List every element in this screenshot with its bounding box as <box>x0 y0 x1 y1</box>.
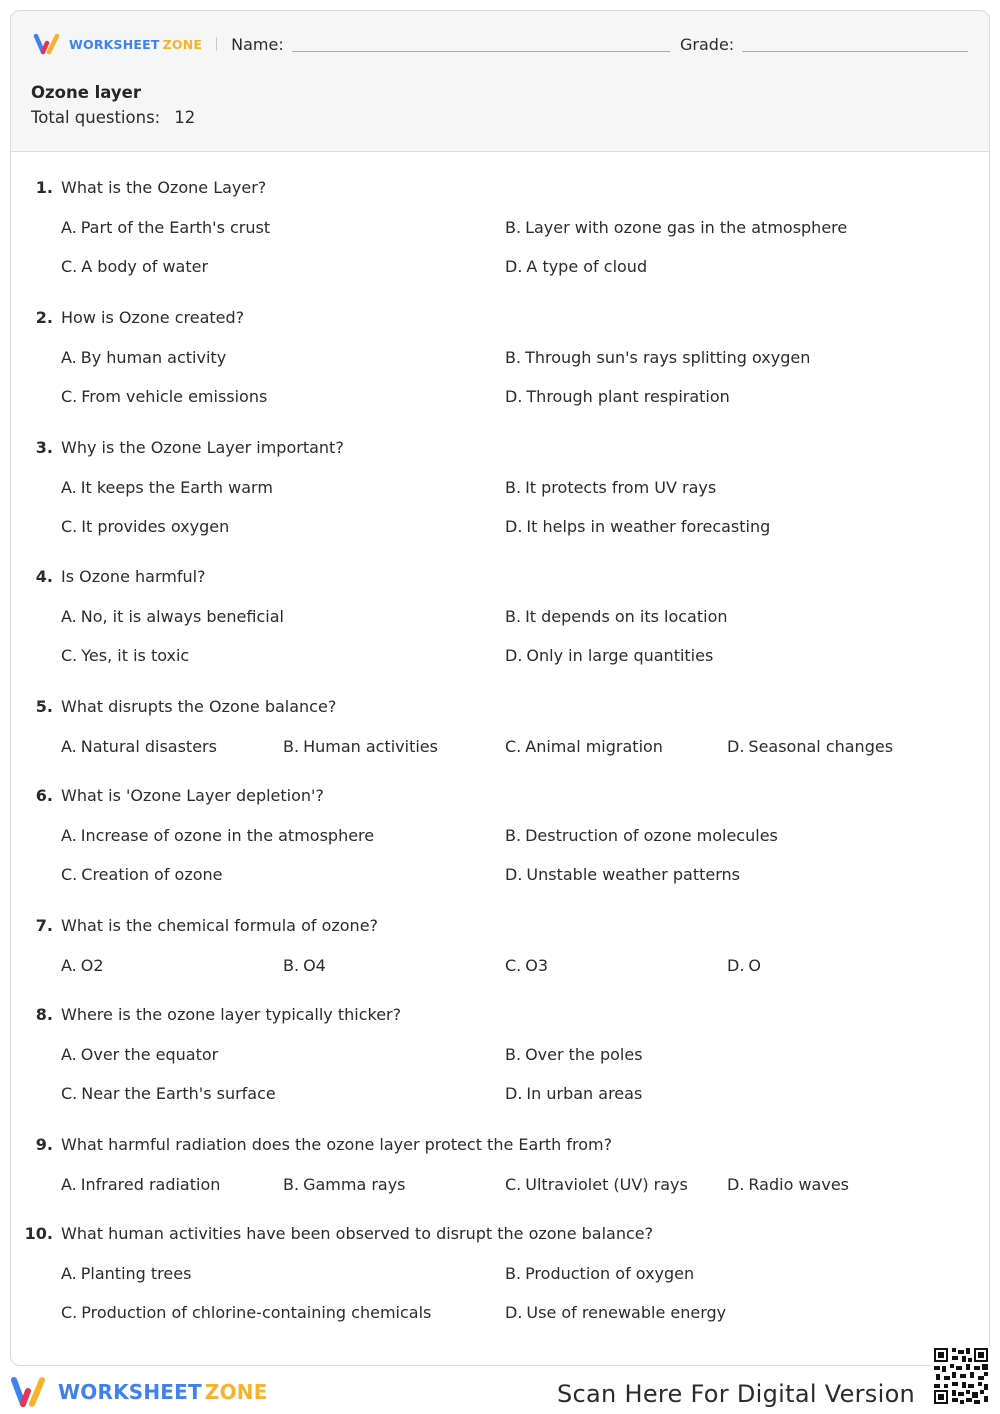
answer-option-c[interactable] <box>61 517 229 536</box>
footer-brand-logo <box>10 1376 268 1408</box>
question-number: 6. <box>35 786 53 805</box>
option-letter: A. <box>61 1045 77 1064</box>
answer-option-b[interactable] <box>505 478 716 497</box>
option-letter: D. <box>505 1084 523 1103</box>
total-questions-label: Total questions: <box>31 108 161 127</box>
question-text: Is Ozone harmful? <box>61 567 206 586</box>
option-letter: B. <box>505 478 522 497</box>
option-text: Ultraviolet (UV) rays <box>525 1175 688 1194</box>
page-footer <box>0 1366 1000 1414</box>
answer-option-b[interactable] <box>283 1175 406 1194</box>
total-questions-count: 12 <box>174 108 196 127</box>
answer-option-b[interactable] <box>505 607 728 626</box>
question-stem <box>11 1135 612 1154</box>
answer-option-a[interactable] <box>61 1175 220 1194</box>
answer-option-d[interactable] <box>505 517 770 536</box>
option-letter: C. <box>61 1303 78 1322</box>
answer-option-d[interactable] <box>505 387 730 406</box>
option-text: A type of cloud <box>526 257 648 276</box>
question-text: What is 'Ozone Layer depletion'? <box>61 786 324 805</box>
option-letter: B. <box>505 607 522 626</box>
brand-name: WORKSHEET ZONE <box>69 36 203 52</box>
option-text: O <box>748 956 761 975</box>
question-number: 1. <box>35 178 53 197</box>
option-text: Only in large quantities <box>526 646 714 665</box>
question-text: Where is the ozone layer typically thicker? <box>61 1005 402 1024</box>
option-text: Infrared radiation <box>80 1175 221 1194</box>
question-stem <box>11 438 344 457</box>
option-letter: A. <box>61 607 77 626</box>
question-stem <box>11 916 378 935</box>
option-letter: D. <box>727 737 745 756</box>
answer-option-b[interactable] <box>505 348 810 367</box>
answer-option-a[interactable] <box>61 478 273 497</box>
option-letter: A. <box>61 737 77 756</box>
option-letter: D. <box>727 1175 745 1194</box>
option-letter: A. <box>61 956 77 975</box>
option-text: Gamma rays <box>303 1175 406 1194</box>
answer-option-b[interactable] <box>505 218 847 237</box>
answer-option-c[interactable] <box>61 1303 431 1322</box>
option-text: It provides oxygen <box>81 517 230 536</box>
option-letter: C. <box>505 956 522 975</box>
option-letter: D. <box>505 865 523 884</box>
option-letter: B. <box>505 1045 522 1064</box>
option-letter: C. <box>505 737 522 756</box>
option-letter: B. <box>505 1264 522 1283</box>
answer-option-d[interactable] <box>727 1175 849 1194</box>
name-label: Name: <box>231 34 284 54</box>
answer-option-a[interactable] <box>61 1264 191 1283</box>
answer-option-d[interactable] <box>727 956 761 975</box>
option-letter: B. <box>505 826 522 845</box>
option-text: Increase of ozone in the atmosphere <box>80 826 375 845</box>
answer-option-c[interactable] <box>61 257 208 276</box>
option-text: Production of chlorine-containing chemicals <box>81 1303 432 1322</box>
option-text: It depends on its location <box>525 607 728 626</box>
answer-option-c[interactable] <box>505 737 663 756</box>
brand-logo <box>33 33 202 55</box>
question-number: 7. <box>35 916 53 935</box>
worksheet-zone-logo-icon <box>10 1376 52 1408</box>
option-text: Yes, it is toxic <box>81 646 190 665</box>
question-text: What human activities have been observed to disrupt the ozone balance? <box>61 1224 654 1243</box>
answer-option-b[interactable] <box>505 826 778 845</box>
answer-option-d[interactable] <box>505 257 647 276</box>
option-text: Through plant respiration <box>526 387 730 406</box>
header-row <box>33 33 670 55</box>
option-text: O3 <box>525 956 549 975</box>
option-text: Production of oxygen <box>525 1264 695 1283</box>
option-text: O2 <box>80 956 104 975</box>
option-text: Destruction of ozone molecules <box>525 826 778 845</box>
question-number: 4. <box>35 567 53 586</box>
total-questions <box>31 108 195 127</box>
option-letter: C. <box>61 387 78 406</box>
option-letter: C. <box>61 865 78 884</box>
option-letter: A. <box>61 826 77 845</box>
option-text: In urban areas <box>526 1084 643 1103</box>
answer-option-c[interactable] <box>61 387 267 406</box>
question-stem <box>11 1224 653 1243</box>
grade-row <box>680 33 968 55</box>
qr-code-graphic <box>932 1346 990 1406</box>
option-text: It protects from UV rays <box>525 478 717 497</box>
option-text: Unstable weather patterns <box>526 865 740 884</box>
option-text: Creation of ozone <box>81 865 223 884</box>
question-text: What disrupts the Ozone balance? <box>61 697 337 716</box>
grade-field[interactable] <box>742 36 968 52</box>
question-text: Why is the Ozone Layer important? <box>61 438 344 457</box>
option-text: Human activities <box>303 737 438 756</box>
option-letter: C. <box>505 1175 522 1194</box>
footer-brand-name: WORKSHEET ZONE <box>58 1380 268 1404</box>
question-stem <box>11 786 324 805</box>
answer-option-d[interactable] <box>505 865 740 884</box>
answer-option-c[interactable] <box>61 1084 276 1103</box>
option-text: Over the poles <box>525 1045 643 1064</box>
option-text: Near the Earth's surface <box>81 1084 276 1103</box>
answer-option-a[interactable] <box>61 607 284 626</box>
answer-option-c[interactable] <box>505 1175 688 1194</box>
option-text: Over the equator <box>80 1045 219 1064</box>
answer-option-a[interactable] <box>61 956 104 975</box>
answer-option-a[interactable] <box>61 348 226 367</box>
option-letter: D. <box>505 1303 523 1322</box>
answer-option-d[interactable] <box>505 646 713 665</box>
answer-option-a[interactable] <box>61 218 270 237</box>
option-text: O4 <box>303 956 326 975</box>
option-letter: D. <box>727 956 745 975</box>
option-text: Layer with ozone gas in the atmosphere <box>525 218 848 237</box>
option-letter: B. <box>505 348 522 367</box>
name-field[interactable] <box>292 36 670 52</box>
worksheet-title: Ozone layer <box>31 83 142 102</box>
question-text: What is the Ozone Layer? <box>61 178 267 197</box>
answer-option-a[interactable] <box>61 737 217 756</box>
question-number: 9. <box>35 1135 53 1154</box>
option-text: Planting trees <box>80 1264 192 1283</box>
answer-option-b[interactable] <box>505 1264 694 1283</box>
option-text: Natural disasters <box>80 737 217 756</box>
option-text: Animal migration <box>525 737 663 756</box>
option-letter: A. <box>61 1175 77 1194</box>
option-letter: A. <box>61 478 77 497</box>
option-text: Use of renewable energy <box>526 1303 727 1322</box>
answer-option-d[interactable] <box>727 737 893 756</box>
option-letter: D. <box>505 517 523 536</box>
question-number: 2. <box>35 308 53 327</box>
answer-option-b[interactable] <box>283 737 438 756</box>
question-text: How is Ozone created? <box>61 308 245 327</box>
answer-option-a[interactable] <box>61 826 374 845</box>
question-number: 10. <box>24 1224 53 1243</box>
question-number: 3. <box>35 438 53 457</box>
option-text: Through sun's rays splitting oxygen <box>525 348 811 367</box>
option-letter: C. <box>61 517 78 536</box>
option-letter: B. <box>283 1175 300 1194</box>
option-letter: A. <box>61 1264 77 1283</box>
option-letter: C. <box>61 1084 78 1103</box>
grade-label: Grade: <box>680 34 735 54</box>
option-letter: D. <box>505 646 523 665</box>
answer-option-c[interactable] <box>61 646 189 665</box>
option-text: Seasonal changes <box>748 737 894 756</box>
option-letter: B. <box>283 737 300 756</box>
option-letter: B. <box>283 956 300 975</box>
option-text: Radio waves <box>748 1175 849 1194</box>
answer-option-b[interactable] <box>283 956 326 975</box>
option-text: From vehicle emissions <box>81 387 268 406</box>
worksheet <box>10 10 990 1366</box>
option-letter: D. <box>505 387 523 406</box>
option-letter: D. <box>505 257 523 276</box>
worksheet-header <box>11 11 989 152</box>
answer-option-b[interactable] <box>505 1045 643 1064</box>
question-number: 8. <box>35 1005 53 1024</box>
option-text: No, it is always beneficial <box>80 607 284 626</box>
question-stem <box>11 697 336 716</box>
question-stem <box>11 308 244 327</box>
answer-option-c[interactable] <box>61 865 223 884</box>
question-stem <box>11 178 266 197</box>
answer-option-d[interactable] <box>505 1303 726 1322</box>
answer-option-c[interactable] <box>505 956 548 975</box>
qr-code-icon[interactable] <box>932 1346 990 1406</box>
scan-here-text: Scan Here For Digital Version <box>557 1380 916 1408</box>
worksheet-zone-logo-icon <box>33 33 65 55</box>
option-text: Part of the Earth's crust <box>80 218 271 237</box>
option-text: A body of water <box>81 257 209 276</box>
question-text: What harmful radiation does the ozone layer protect the Earth from? <box>61 1135 613 1154</box>
option-text: By human activity <box>80 348 227 367</box>
header-divider <box>216 37 217 51</box>
question-stem <box>11 567 206 586</box>
question-number: 5. <box>35 697 53 716</box>
option-letter: A. <box>61 218 77 237</box>
question-text: What is the chemical formula of ozone? <box>61 916 379 935</box>
option-text: It keeps the Earth warm <box>80 478 273 497</box>
option-letter: C. <box>61 257 78 276</box>
option-letter: A. <box>61 348 77 367</box>
option-letter: C. <box>61 646 78 665</box>
option-text: It helps in weather forecasting <box>526 517 771 536</box>
option-letter: B. <box>505 218 522 237</box>
question-stem <box>11 1005 401 1024</box>
answer-option-d[interactable] <box>505 1084 642 1103</box>
answer-option-a[interactable] <box>61 1045 218 1064</box>
